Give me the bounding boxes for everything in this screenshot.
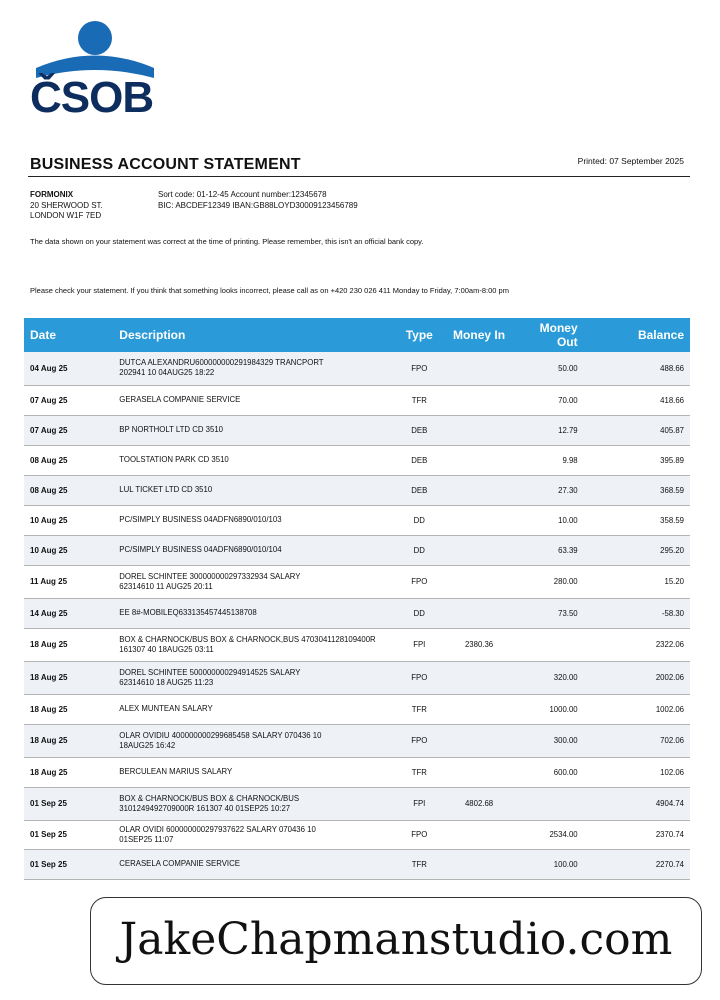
transactions-table [24,318,690,880]
account-details [158,190,358,211]
table-row [24,385,690,415]
cell-date: 18 Aug 25 [24,757,113,787]
cell-money-in [442,415,516,445]
cell-money-out: 10.00 [516,505,584,535]
header-date: Date [24,318,113,352]
cell-money-in [442,535,516,565]
table-row [24,598,690,628]
cell-description: BOX & CHARNOCK/BUS BOX & CHARNOCK/BUS 3101249492709000R 161307 40 01SEP25 10:27 [113,787,396,820]
header-balance: Balance [584,318,690,352]
cell-balance: 418.66 [584,385,690,415]
cell-type: FPO [396,661,442,694]
cell-type: FPO [396,724,442,757]
disclaimer-note: The data shown on your statement was correct at the time of printing. Please remember, this isn't an official bank copy. [30,237,424,246]
cell-money-in [442,724,516,757]
cell-date: 07 Aug 25 [24,415,113,445]
cell-money-out: 280.00 [516,565,584,598]
table-row [24,352,690,385]
cell-date: 14 Aug 25 [24,598,113,628]
cell-type: DD [396,598,442,628]
cell-type: TFR [396,757,442,787]
logo-wordmark: ČSOB [30,73,154,120]
cell-money-out: 300.00 [516,724,584,757]
cell-balance: 2002.06 [584,661,690,694]
cell-type: DEB [396,445,442,475]
cell-description: PC/SIMPLY BUSINESS 04ADFN6890/010/103 [113,505,396,535]
cell-type: DD [396,505,442,535]
cell-date: 18 Aug 25 [24,694,113,724]
contact-note: Please check your statement. If you think that something looks incorrect, please call as on +420 230 026 411 Monday to Friday, 7:00am-8:00 pm [30,286,509,295]
table-row [24,628,690,661]
company-name: FORMONIX [30,190,74,199]
cell-type: TFR [396,385,442,415]
cell-balance: 295.20 [584,535,690,565]
cell-money-in [442,598,516,628]
cell-balance: 1002.06 [584,694,690,724]
cell-money-out: 2534.00 [516,820,584,849]
cell-money-out: 50.00 [516,352,584,385]
cell-balance: 488.66 [584,352,690,385]
header-type: Type [396,318,442,352]
cell-date: 01 Sep 25 [24,820,113,849]
table-row [24,694,690,724]
table-row [24,505,690,535]
cell-balance: 405.87 [584,415,690,445]
account-line-2: BIC: ABCDEF12349 IBAN:GB88LOYD30009123456789 [158,200,358,210]
cell-money-out: 9.98 [516,445,584,475]
table-row [24,661,690,694]
table-row [24,475,690,505]
cell-money-in [442,661,516,694]
csob-logo [28,10,168,120]
cell-money-in [442,849,516,879]
cell-money-in [442,565,516,598]
cell-date: 07 Aug 25 [24,385,113,415]
cell-type: TFR [396,694,442,724]
cell-money-in [442,694,516,724]
statement-title: BUSINESS ACCOUNT STATEMENT [30,156,301,173]
cell-money-out [516,787,584,820]
cell-money-in [442,352,516,385]
cell-money-out: 63.39 [516,535,584,565]
cell-type: FPO [396,820,442,849]
cell-date: 18 Aug 25 [24,724,113,757]
cell-description: GERASELA COMPANIE SERVICE [113,385,396,415]
cell-date: 18 Aug 25 [24,661,113,694]
cell-money-out: 73.50 [516,598,584,628]
cell-date: 10 Aug 25 [24,505,113,535]
cell-balance: -58.30 [584,598,690,628]
address-line-1: 20 SHERWOOD ST. [30,200,103,210]
cell-money-in [442,445,516,475]
company-address [30,190,103,222]
cell-money-in [442,820,516,849]
cell-type: DD [396,535,442,565]
cell-type: FPO [396,352,442,385]
table-row [24,415,690,445]
cell-type: FPI [396,628,442,661]
account-line-1: Sort code: 01-12-45 Account number:12345678 [158,190,327,199]
cell-date: 08 Aug 25 [24,445,113,475]
cell-money-out: 12.79 [516,415,584,445]
cell-money-in [442,757,516,787]
cell-description: PC/SIMPLY BUSINESS 04ADFN6890/010/104 [113,535,396,565]
cell-balance: 368.59 [584,475,690,505]
cell-description: EE 8#-MOBILEQ633135457445138708 [113,598,396,628]
cell-balance: 2322.06 [584,628,690,661]
cell-description: ALEX MUNTEAN SALARY [113,694,396,724]
cell-balance: 358.59 [584,505,690,535]
cell-date: 11 Aug 25 [24,565,113,598]
cell-date: 01 Sep 25 [24,849,113,879]
cell-money-out [516,628,584,661]
cell-balance: 15.20 [584,565,690,598]
header-money-out: Money Out [516,318,584,352]
cell-date: 04 Aug 25 [24,352,113,385]
table-row [24,849,690,879]
watermark-banner: JakeChapmanstudio.com [90,897,702,985]
cell-money-in: 4802.68 [442,787,516,820]
cell-description: CERASELA COMPANIE SERVICE [113,849,396,879]
cell-money-out: 320.00 [516,661,584,694]
table-header-row [24,318,690,352]
cell-balance: 2370.74 [584,820,690,849]
cell-type: TFR [396,849,442,879]
cell-description: OLAR OVIDI 600000000297937622 SALARY 070436 10 01SEP25 11:07 [113,820,396,849]
cell-money-in [442,475,516,505]
cell-money-out: 1000.00 [516,694,584,724]
logo-circle [78,21,112,55]
cell-money-out: 600.00 [516,757,584,787]
cell-type: FPO [396,565,442,598]
cell-type: FPI [396,787,442,820]
cell-money-out: 100.00 [516,849,584,879]
cell-balance: 102.06 [584,757,690,787]
cell-description: BOX & CHARNOCK/BUS BOX & CHARNOCK,BUS 4703041128109400R 161307 40 18AUG25 03:11 [113,628,396,661]
table-row [24,724,690,757]
cell-description: BP NORTHOLT LTD CD 3510 [113,415,396,445]
cell-date: 10 Aug 25 [24,535,113,565]
cell-money-out: 27.30 [516,475,584,505]
cell-date: 08 Aug 25 [24,475,113,505]
cell-type: DEB [396,415,442,445]
cell-money-in [442,385,516,415]
cell-money-out: 70.00 [516,385,584,415]
table-row [24,820,690,849]
header-money-in: Money In [442,318,516,352]
cell-description: DOREL SCHINTEE 300000000297332934 SALARY 62314610 11 AUG25 20:11 [113,565,396,598]
table-row [24,535,690,565]
cell-balance: 4904.74 [584,787,690,820]
printed-date: Printed: 07 September 2025 [577,156,684,166]
header-description: Description [113,318,396,352]
table-row [24,565,690,598]
transactions-body [24,352,690,879]
cell-balance: 702.06 [584,724,690,757]
cell-money-in [442,505,516,535]
address-line-2: LONDON W1F 7ED [30,211,102,220]
cell-description: LUL TICKET LTD CD 3510 [113,475,396,505]
table-row [24,445,690,475]
cell-description: BERCULEAN MARIUS SALARY [113,757,396,787]
cell-balance: 2270.74 [584,849,690,879]
cell-type: DEB [396,475,442,505]
cell-description: DOREL SCHINTEE 500000000294914525 SALARY 62314610 18 AUG25 11:23 [113,661,396,694]
cell-description: TOOLSTATION PARK CD 3510 [113,445,396,475]
cell-description: OLAR OVIDIU 400000000299685458 SALARY 070436 10 18AUG25 16:42 [113,724,396,757]
cell-date: 01 Sep 25 [24,787,113,820]
cell-description: DUTCA ALEXANDRU600000000291984329 TRANCPORT 202941 10 04AUG25 18:22 [113,352,396,385]
cell-balance: 395.89 [584,445,690,475]
table-row [24,787,690,820]
cell-date: 18 Aug 25 [24,628,113,661]
cell-money-in: 2380.36 [442,628,516,661]
table-row [24,757,690,787]
title-divider [28,176,690,177]
